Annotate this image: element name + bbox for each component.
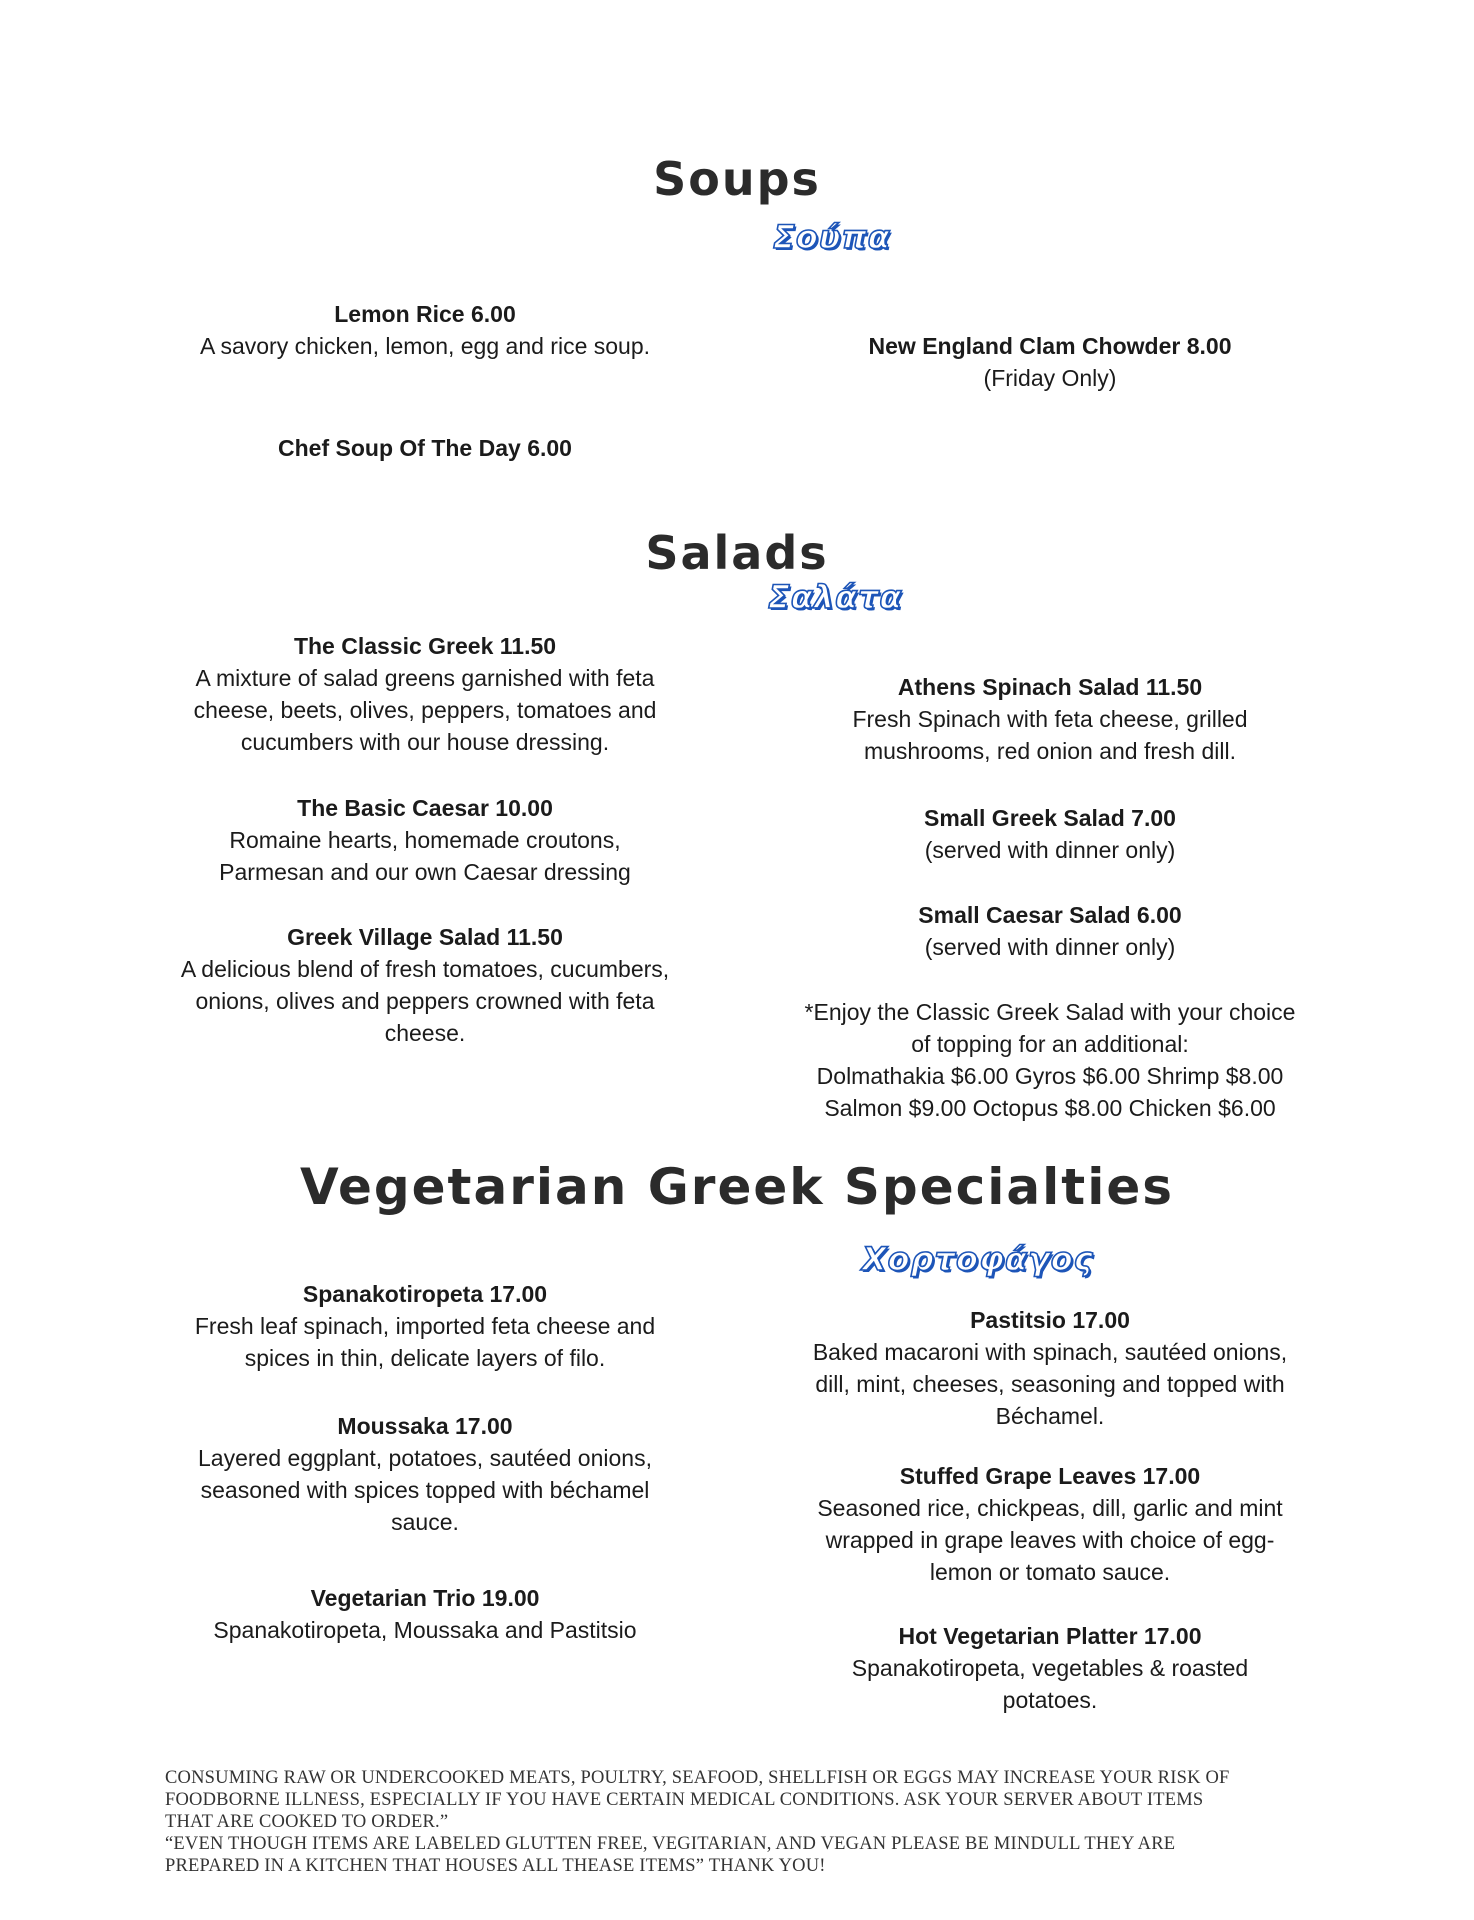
item-name: Vegetarian Trio 19.00 xyxy=(310,1585,540,1611)
item-name: Stuffed Grape Leaves 17.00 xyxy=(899,1463,1201,1489)
item-desc: cucumbers with our house dressing. xyxy=(240,729,610,755)
item-name: Chef Soup Of The Day 6.00 xyxy=(278,435,572,461)
menu-item xyxy=(790,1620,1310,1716)
menu-item xyxy=(160,1278,690,1374)
menu-item xyxy=(790,1460,1310,1588)
menu-item xyxy=(160,630,690,758)
menu-item xyxy=(160,1582,690,1646)
item-name: Pastitsio 17.00 xyxy=(970,1307,1130,1333)
item-name: Moussaka 17.00 xyxy=(337,1413,513,1439)
item-desc: Spanakotiropeta, Moussaka and Pastitsio xyxy=(213,1617,637,1643)
food-safety-disclaimer xyxy=(165,1767,1335,1877)
item-desc: onions, olives and peppers crowned with feta xyxy=(195,988,655,1014)
item-desc: seasoned with spices topped with béchamel xyxy=(200,1477,650,1503)
disclaimer-line: CONSUMING RAW OR UNDERCOOKED MEATS, POULTRY, SEAFOOD, SHELLFISH OR EGGS MAY INCREASE YOUR RISK OF xyxy=(165,1768,1230,1788)
item-desc: Fresh leaf spinach, imported feta cheese and xyxy=(194,1313,656,1339)
item-desc: (Friday Only) xyxy=(983,365,1117,391)
disclaimer-line: FOODBORNE ILLNESS, ESPECIALLY IF YOU HAVE CERTAIN MEDICAL CONDITIONS. ASK YOUR SERVER ABOUT ITEMS xyxy=(165,1790,1204,1810)
item-name: Athens Spinach Salad 11.50 xyxy=(897,674,1203,700)
item-desc: cheese. xyxy=(384,1020,466,1046)
item-desc: potatoes. xyxy=(1002,1687,1098,1713)
item-name: Small Caesar Salad 6.00 xyxy=(918,902,1182,928)
item-desc: sauce. xyxy=(391,1509,459,1535)
disclaimer-line: PREPARED IN A KITCHEN THAT HOUSES ALL THEASE ITEMS” THANK YOU! xyxy=(165,1856,826,1876)
menu-item xyxy=(160,1410,690,1538)
salads-heading: Salads xyxy=(645,526,829,580)
item-name: The Classic Greek 11.50 xyxy=(293,633,557,659)
menu-item xyxy=(790,802,1310,866)
item-desc: Fresh Spinach with feta cheese, grilled xyxy=(852,706,1248,732)
item-desc: A delicious blend of fresh tomatoes, cucumbers, xyxy=(180,956,670,982)
item-desc: A savory chicken, lemon, egg and rice soup. xyxy=(199,333,651,359)
item-desc: Romaine hearts, homemade croutons, xyxy=(229,827,621,853)
item-desc: Seasoned rice, chickpeas, dill, garlic and mint xyxy=(817,1495,1283,1521)
item-desc: mushrooms, red onion and fresh dill. xyxy=(863,738,1237,764)
menu-item xyxy=(790,671,1310,767)
item-desc: lemon or tomato sauce. xyxy=(929,1559,1171,1585)
item-name: Spanakotiropeta 17.00 xyxy=(302,1281,548,1307)
disclaimer-line: THAT ARE COOKED TO ORDER.” xyxy=(165,1812,449,1832)
item-desc: Layered eggplant, potatoes, sautéed onions, xyxy=(198,1445,652,1471)
topping-note-line: of topping for an additional: xyxy=(911,1031,1189,1057)
menu-item xyxy=(160,792,690,888)
topping-note xyxy=(770,996,1330,1124)
menu-item xyxy=(160,432,690,464)
item-desc: dill, mint, cheeses, seasoning and topped with xyxy=(815,1371,1285,1397)
soups-greek-heading: Σούπα xyxy=(773,218,891,256)
topping-note-line: *Enjoy the Classic Greek Salad with your choice xyxy=(804,999,1296,1025)
item-desc: wrapped in grape leaves with choice of egg- xyxy=(825,1527,1275,1553)
disclaimer-line: “EVEN THOUGH ITEMS ARE LABELED GLUTTEN FREE, VEGITARIAN, AND VEGAN PLEASE BE MINDULL THEY ARE xyxy=(165,1834,1176,1854)
topping-prices-line: Dolmathakia $6.00 Gyros $6.00 Shrimp $8.00 xyxy=(816,1063,1284,1089)
item-desc: A mixture of salad greens garnished with feta xyxy=(195,665,655,691)
menu-item xyxy=(790,1304,1310,1432)
topping-prices-line: Salmon $9.00 Octopus $8.00 Chicken $6.00 xyxy=(824,1095,1276,1121)
item-name: The Basic Caesar 10.00 xyxy=(297,795,553,821)
item-desc: cheese, beets, olives, peppers, tomatoes and xyxy=(193,697,657,723)
item-name: New England Clam Chowder 8.00 xyxy=(868,333,1232,359)
item-name: Greek Village Salad 11.50 xyxy=(287,924,563,950)
item-desc: Spanakotiropeta, vegetables & roasted xyxy=(851,1655,1249,1681)
vegetarian-greek-heading: Χορτοφάγος xyxy=(862,1240,1094,1278)
salads-greek-heading: Σαλάτα xyxy=(768,578,903,616)
item-name: Lemon Rice 6.00 xyxy=(334,301,516,327)
item-desc: Béchamel. xyxy=(995,1403,1105,1429)
menu-item xyxy=(160,921,690,1049)
item-desc: (served with dinner only) xyxy=(924,837,1176,863)
item-desc: spices in thin, delicate layers of filo. xyxy=(244,1345,606,1371)
item-name: Small Greek Salad 7.00 xyxy=(924,805,1176,831)
menu-item xyxy=(790,899,1310,963)
menu-item xyxy=(790,330,1310,394)
item-desc: (served with dinner only) xyxy=(924,934,1176,960)
soups-heading: Soups xyxy=(653,152,821,206)
item-desc: Baked macaroni with spinach, sautéed onions, xyxy=(812,1339,1288,1365)
vegetarian-heading: Vegetarian Greek Specialties xyxy=(299,1158,1175,1216)
menu-item xyxy=(160,298,690,362)
item-desc: Parmesan and our own Caesar dressing xyxy=(219,859,631,885)
item-name: Hot Vegetarian Platter 17.00 xyxy=(898,1623,1202,1649)
